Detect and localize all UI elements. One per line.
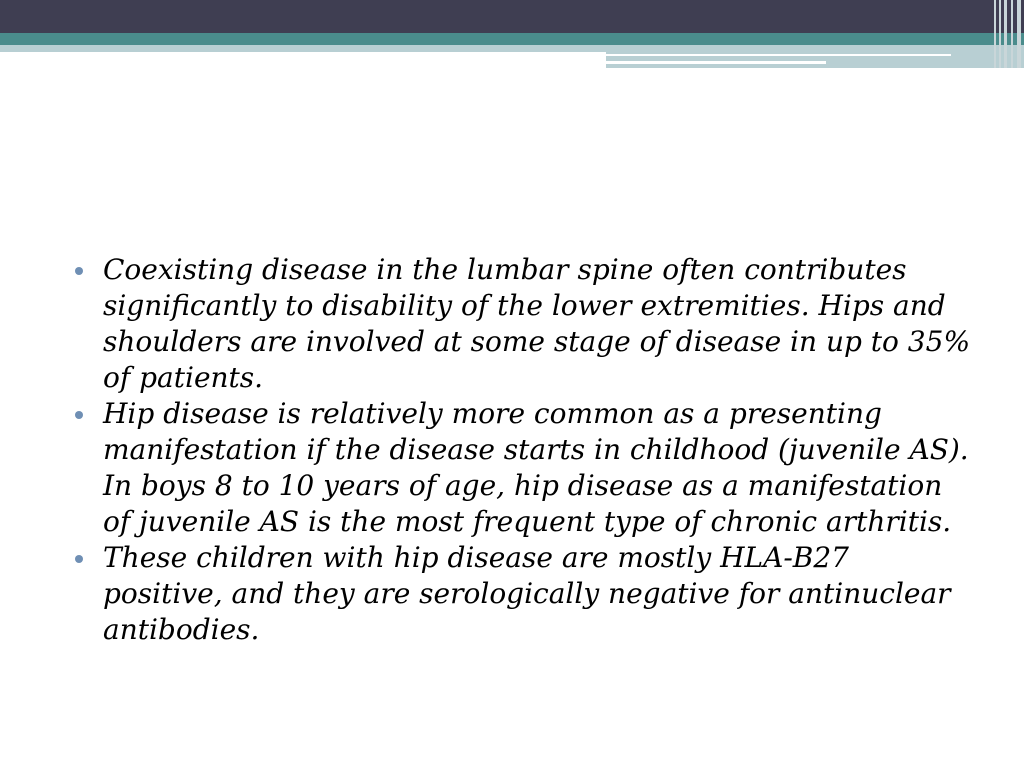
slide-content: [72, 252, 972, 648]
bullet-list: [72, 252, 972, 648]
bullet-text: Coexisting disease in the lumbar spine often contributes significantly to disability of the lower extremities. Hips and shoulders are involved at some stage of disease in up to 35% of patients.: [103, 253, 971, 394]
bullet-item: [72, 396, 972, 540]
header-band-right-line: [606, 54, 951, 56]
header-stripe: [994, 0, 996, 68]
header-stripe: [1017, 0, 1021, 68]
header-stripe: [1011, 0, 1013, 68]
header-stripe: [1004, 0, 1007, 68]
header-band-right-block: [606, 49, 1024, 68]
header-band-dark: [0, 0, 1024, 33]
bullet-dot-icon: [75, 411, 83, 419]
bullet-item: [72, 540, 972, 648]
bullet-item: [72, 252, 972, 396]
header-band-teal: [0, 33, 1024, 45]
bullet-text: These children with hip disease are mostly HLA-B27 positive, and they are serologically negative for antinuclear antibodies.: [103, 541, 951, 646]
bullet-dot-icon: [75, 267, 83, 275]
header-band-right-line: [606, 61, 826, 64]
bullet-dot-icon: [75, 555, 83, 563]
header-stripes: [992, 0, 1024, 68]
bullet-text: Hip disease is relatively more common as a presenting manifestation if the disease starts in childhood (juvenile AS). In boys 8 to 10 years of age, hip disease as a manifestation of juvenile AS is the most frequent type of chronic arthritis.: [103, 397, 969, 538]
header-stripe: [999, 0, 1001, 68]
